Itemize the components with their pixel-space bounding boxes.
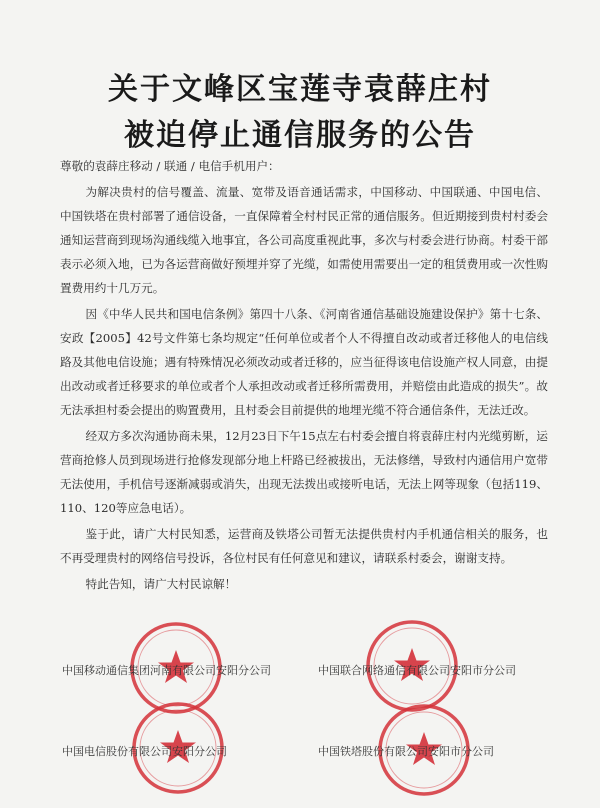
notice-title-line2: 被迫停止通信服务的公告 — [124, 118, 476, 153]
notice-title-line1: 关于文峰区宝莲寺袁薛庄村 — [108, 72, 492, 107]
paragraph-3: 经双方多次沟通协商未果，12月23日下午15点左右村委会擅自将袁薛庄村内光缆剪断，运营商抢修人员到现场进行抢修发现部分地上杆路已经被拔出，无法修缮，导致村内通信用户宽带无法使用，手机信号逐渐减弱或消失，出现无法拨出或接听电话，无法上网等现象（包括119、110、120等应急电话）。 — [60, 429, 548, 515]
closing-line: 特此告知，请广大村民谅解！ — [85, 577, 237, 591]
paragraph-1: 为解决贵村的信号覆盖、流量、宽带及语音通话需求，中国移动、中国联通、中国电信、中国铁塔在贵村部署了通信设备，一直保障着全村村民正常的通信服务。但近期接到贵村村委会通知运营商到现场沟通线缆入地事宜，各公司高度重视此事，多次与村委会进行协商。村委干部表示必须入地，已为各运营商做好预埋并穿了光缆，如需使用需要出一定的租赁费用或一次性购置费用约十几万元。 — [60, 185, 548, 295]
signature-china-tower: 中国铁塔股份有限公司安阳市分公司 — [318, 745, 494, 758]
signature-china-unicom: 中国联合网络通信有限公司安阳市分公司 — [318, 664, 516, 677]
signature-china-mobile: 中国移动通信集团河南有限公司安阳分公司 — [62, 664, 271, 677]
paragraph-4: 鉴于此，请广大村民知悉，运营商及铁塔公司暂无法提供贵村内手机通信相关的服务，也不再受理贵村的网络信号投诉，各位村民有任何意见和建议，请联系村委会，谢谢支持。 — [60, 527, 548, 565]
signature-china-telecom: 中国电信股份有限公司安阳分公司 — [62, 745, 227, 758]
notice-body — [60, 154, 548, 596]
paragraph-2: 因《中华人民共和国电信条例》第四十八条、《河南省通信基础设施建设保护》第十七条、安政【2005】42号文件第七条均规定“任何单位或者个人不得擅自改动或者迁移他人的电信线路及其他电信设施；遇有特殊情况必须改动或者迁移的，应当征得该电信设施产权人同意，由提出改动或者迁移要求的单位或者个人承担改动或者迁移所需费用，并赔偿由此造成的损失”。故无法承担村委会提出的购置费用，且村委会目前提供的地埋光缆不符合通信条件，无法迁改。 — [60, 307, 548, 417]
salutation: 尊敬的袁薛庄移动 / 联通 / 电信手机用户： — [60, 159, 280, 173]
